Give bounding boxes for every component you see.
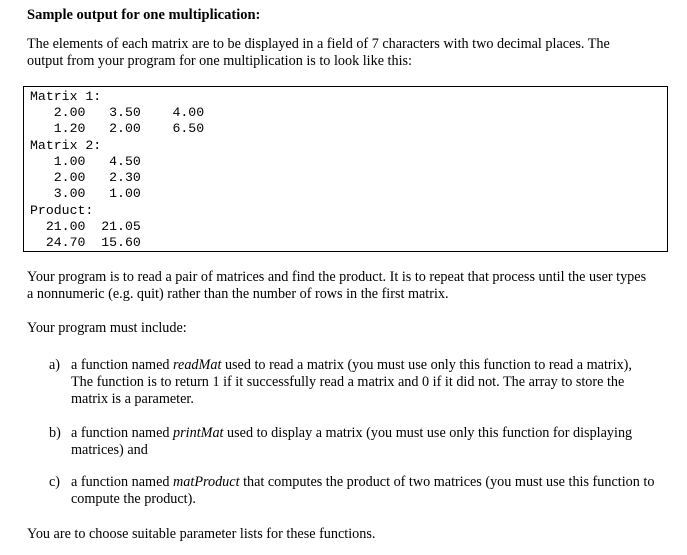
sample-output-box — [23, 86, 668, 252]
matrix2-row: 2.00 2.30 — [30, 170, 141, 185]
list-line: matrix is a parameter. — [71, 391, 194, 407]
list-marker: c) — [49, 474, 61, 490]
product-row: 21.00 21.05 — [30, 219, 141, 234]
list-line — [71, 425, 671, 442]
list-line: matrices) and — [71, 442, 148, 458]
matrix2-row: 3.00 1.00 — [30, 186, 141, 201]
list-item-text — [71, 357, 671, 408]
matrix2-label: Matrix 2: — [30, 138, 102, 153]
text-fragment: that computes the product of two matrices (you must use this function to — [239, 474, 655, 490]
product-label: Product: — [30, 203, 94, 218]
list-line: compute the product). — [71, 491, 196, 507]
list-item-text — [71, 425, 671, 459]
function-name: matProduct — [173, 474, 240, 490]
text-fragment: a function named — [71, 425, 174, 441]
list-marker: a) — [49, 357, 61, 373]
list-line: The function is to return 1 if it successfully read a matrix and 0 if it did not. The array to store the — [71, 374, 625, 390]
closing-paragraph: You are to choose suitable parameter lists for these functions. — [27, 526, 376, 542]
list-line — [71, 474, 671, 491]
list-line — [71, 357, 671, 374]
function-name: readMat — [173, 357, 222, 373]
text-fragment: used to read a matrix (you must use only this function to read a matrix), — [221, 357, 632, 373]
repeat-paragraph — [27, 269, 667, 303]
text-fragment: a function named — [71, 474, 174, 490]
text-fragment: a function named — [71, 357, 174, 373]
product-row: 24.70 15.60 — [30, 235, 141, 250]
intro-paragraph — [27, 36, 667, 70]
must-include-label: Your program must include: — [27, 320, 187, 336]
intro-line-2: output from your program for one multiplication is to look like this: — [27, 53, 412, 69]
matrix1-row: 1.20 2.00 6.50 — [30, 121, 205, 136]
matrix2-row: 1.00 4.50 — [30, 154, 141, 169]
list-item-text — [71, 474, 671, 508]
matrix1-row: 2.00 3.50 4.00 — [30, 105, 205, 120]
list-marker: b) — [49, 425, 61, 441]
section-heading: Sample output for one multiplication: — [27, 7, 261, 23]
function-name: printMat — [173, 425, 224, 441]
intro-line-1: The elements of each matrix are to be displayed in a field of 7 characters with two decimal places. The — [27, 36, 610, 52]
repeat-line-1: Your program is to read a pair of matrices and find the product. It is to repeat that process until the user types — [27, 269, 647, 285]
text-fragment: used to display a matrix (you must use only this function for displaying — [223, 425, 633, 441]
matrix1-label: Matrix 1: — [30, 89, 102, 104]
repeat-line-2: a nonnumeric (e.g. quit) rather than the number of rows in the first matrix. — [27, 286, 449, 302]
